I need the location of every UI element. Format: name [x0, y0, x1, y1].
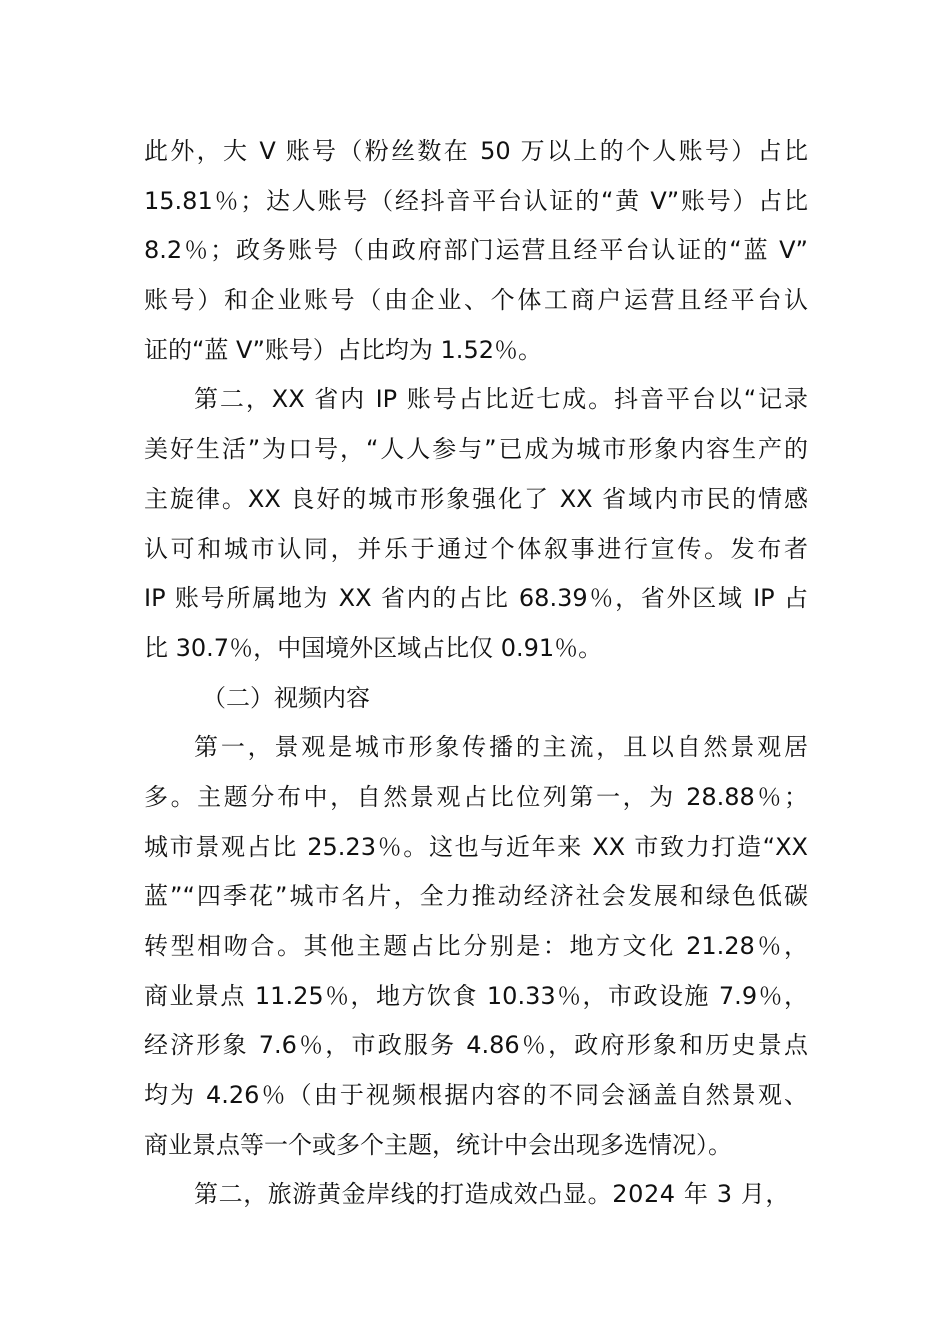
- text-line: 城市景观占比 25.23％。这也与近年来 XX 市致力打造“XX: [144, 832, 808, 861]
- text-line: 15.81％；达人账号（经抖音平台认证的“黄 V”账号）占比: [144, 186, 808, 215]
- text-line: IP 账号所属地为 XX 省内的占比 68.39％，省外区域 IP 占: [144, 584, 808, 613]
- text-line: 证的“蓝 V”账号）占比均为 1.52％。: [144, 335, 542, 364]
- text-line: 蓝”“四季花”城市名片，全力推动经济社会发展和绿色低碳: [144, 882, 808, 911]
- text-line: 账号）和企业账号（由企业、个体工商户运营且经平台认: [144, 286, 808, 315]
- text-line: 此外，大 V 账号（粉丝数在 50 万以上的个人账号）占比: [144, 137, 808, 165]
- section-heading: （二）视频内容: [202, 683, 370, 712]
- text-line: 转型相吻合。其他主题占比分别是：地方文化 21.28％，: [144, 932, 808, 960]
- text-line: 认可和城市认同，并乐于通过个体叙事进行宣传。发布者: [144, 534, 808, 563]
- text-line: 商业景点 11.25％，地方饮食 10.33％，市政设施 7.9％，: [144, 981, 808, 1010]
- paragraph-first-line: 第二，XX 省内 IP 账号占比近七成。抖音平台以“记录: [194, 385, 808, 414]
- text-line: 美好生活”为口号，“人人参与”已成为城市形象内容生产的: [144, 435, 808, 464]
- text-line: 主旋律。XX 良好的城市形象强化了 XX 省域内市民的情感: [144, 484, 808, 513]
- text-line: 多。主题分布中，自然景观占比位列第一，为 28.88％；: [144, 782, 808, 811]
- paragraph-first-line: 第一，景观是城市形象传播的主流，且以自然景观居: [194, 733, 808, 762]
- text-line: 均为 4.26％（由于视频根据内容的不同会涵盖自然景观、: [144, 1081, 808, 1110]
- paragraph-first-line: 第二，旅游黄金岸线的打造成效凸显。2024 年 3 月，: [194, 1180, 791, 1209]
- text-line: 经济形象 7.6％，市政服务 4.86％，政府形象和历史景点: [144, 1031, 808, 1060]
- document-body: [144, 127, 808, 1220]
- text-line: 8.2％；政务账号（由政府部门运营且经平台认证的“蓝 V”: [144, 236, 808, 265]
- text-line: 比 30.7％，中国境外区域占比仅 0.91％。: [144, 633, 603, 662]
- text-line: 商业景点等一个或多个主题，统计中会出现多选情况）。: [144, 1130, 732, 1159]
